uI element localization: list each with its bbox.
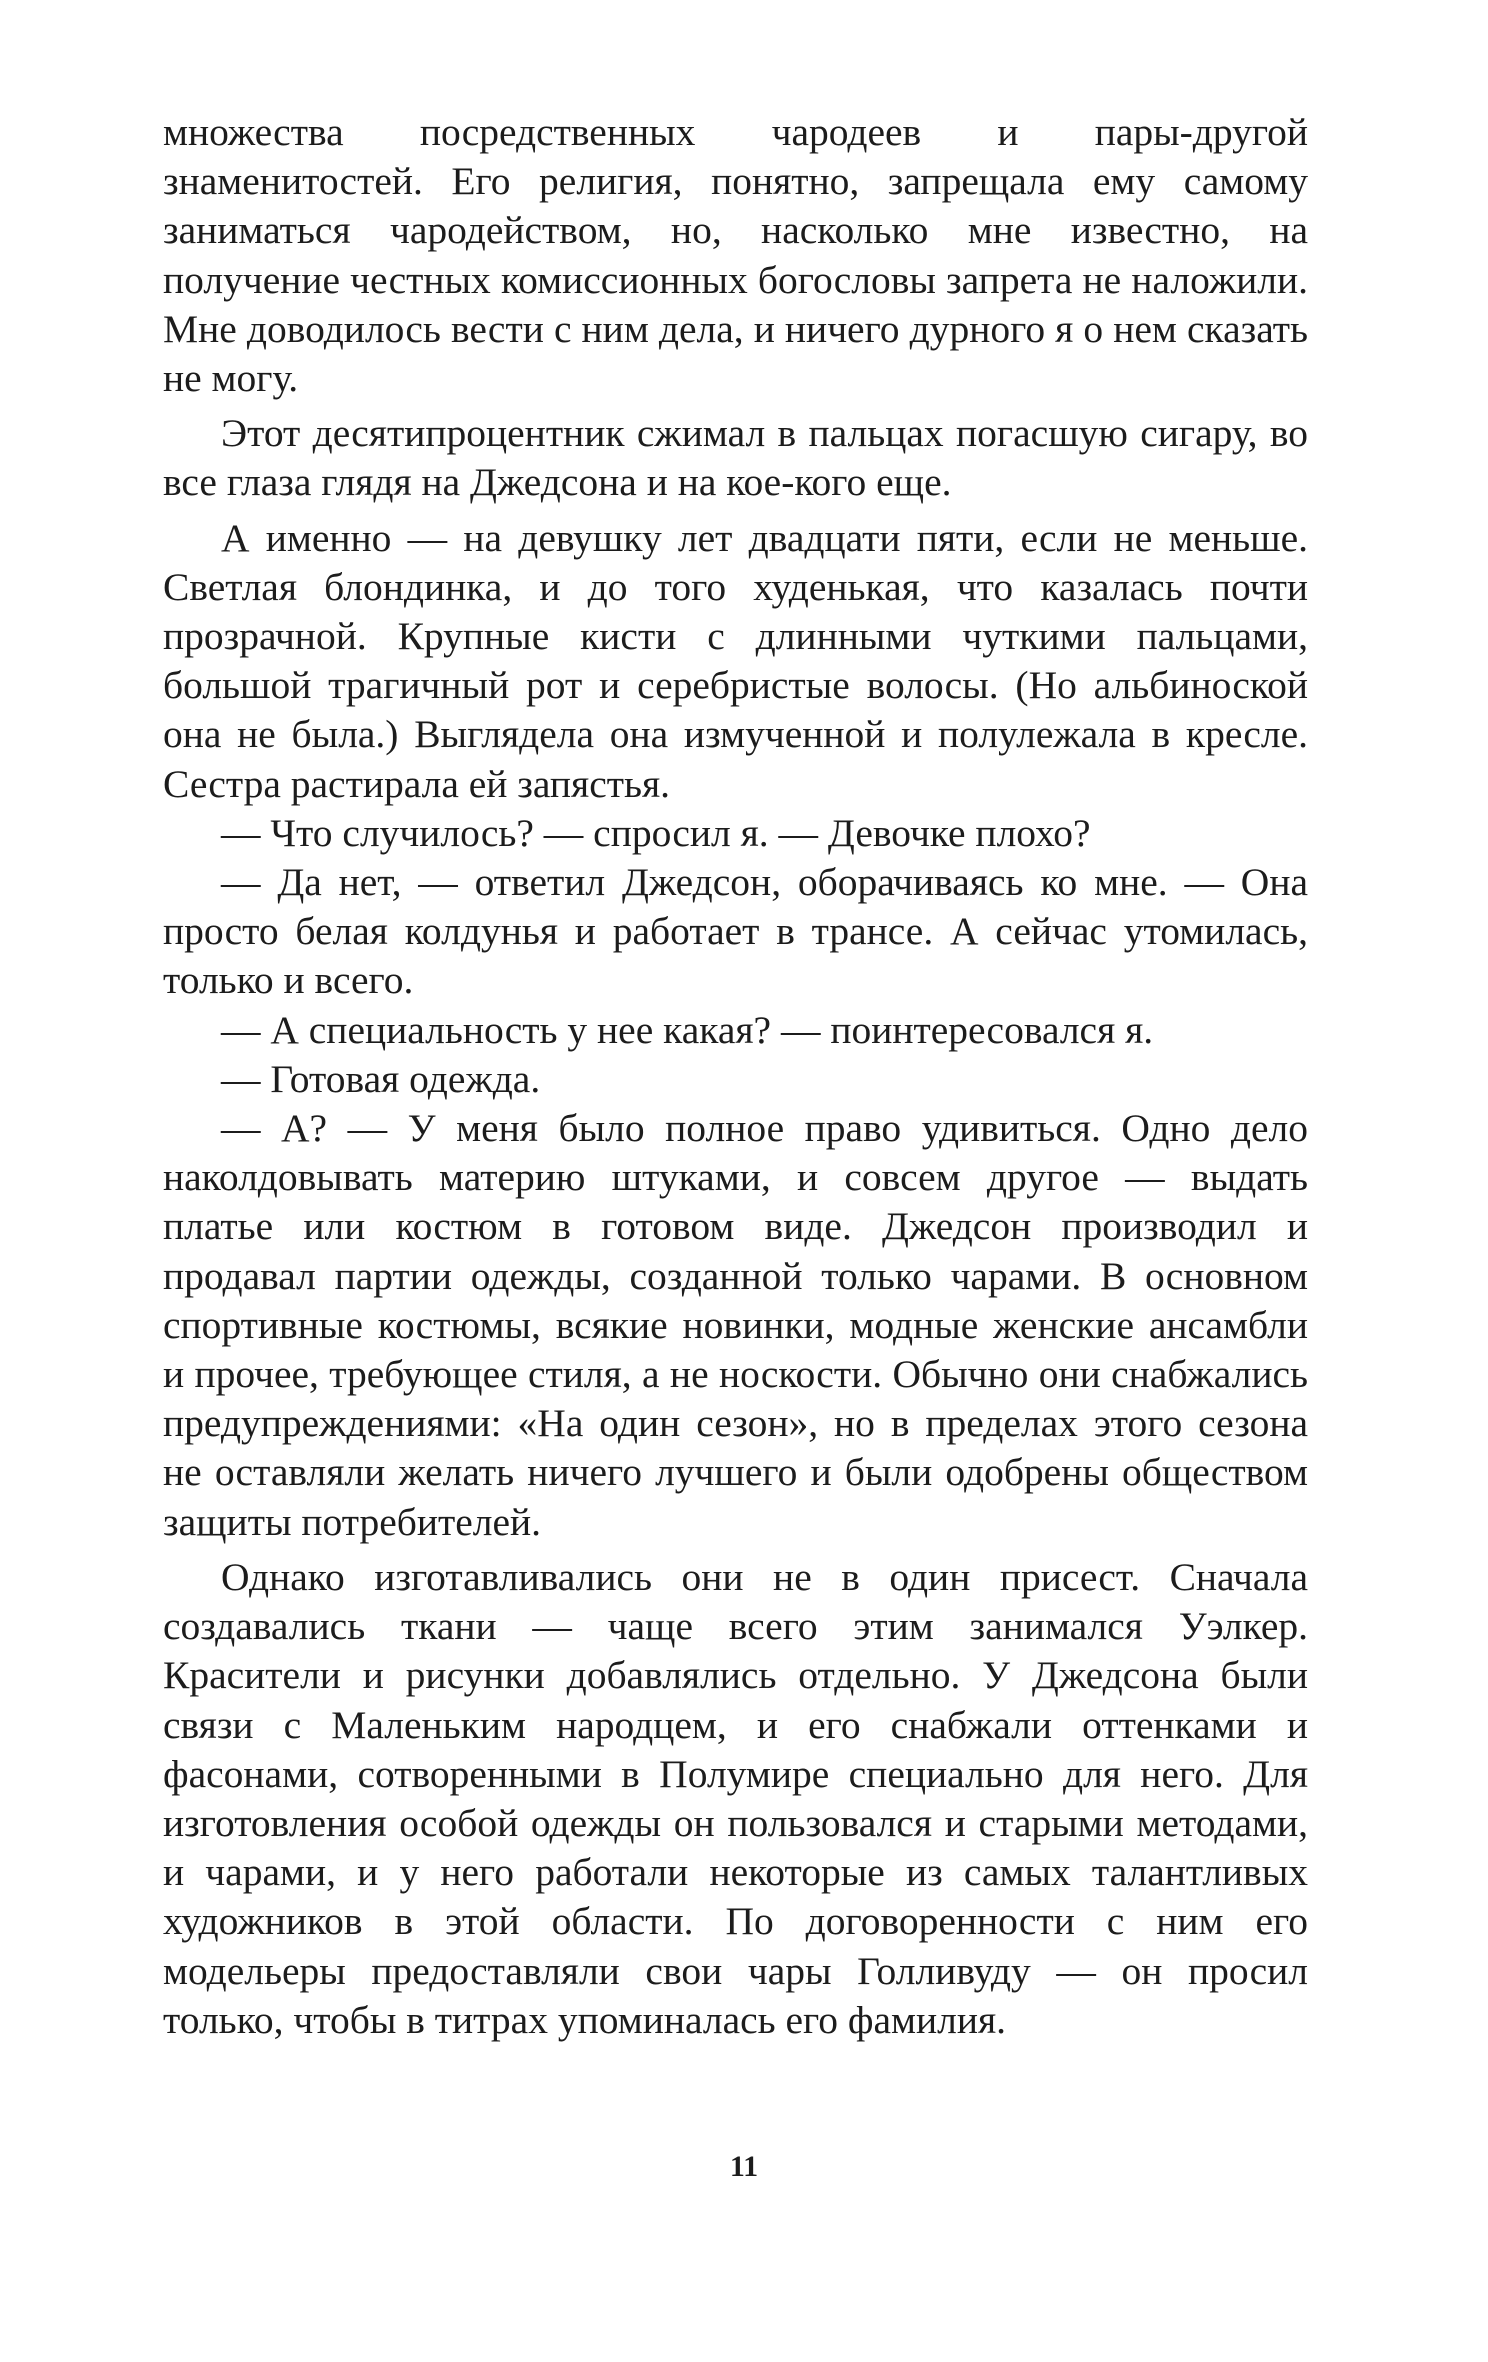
dialogue-line: — А? — У меня было полное право удивиться. Одно дело наколдовывать материю штуками, и совсем другое — выдать платье или костюм в готовом виде. Джедсон производил и продавал партии одежды, созданной только чарами. В основном спортивные костюмы, всякие новинки, модные женские ансамбли и прочее, требующее стиля, а не носкости. Обычно они снабжались предупреждениями: «На один сезон», но в пределах этого сезона не оставляли желать ничего лучшего и были одобрены обществом защиты потребителей. <box>163 1106 1308 1544</box>
paragraph-continuation: множества посредственных чародеев и пары-другой знаменитостей. Его религия, понятно, запрещала ему самому заниматься чародейством, но, насколько мне известно, на получение честных комиссионных богословы запрета не наложили. Мне доводилось вести с ним дела, и ничего дурного я о нем сказать не могу. <box>163 110 1308 401</box>
body-text <box>163 108 1308 2045</box>
paragraph: Этот десятипроцентник сжимал в пальцах погасшую сигару, во все глаза глядя на Джедсона и на кое-кого еще. <box>163 411 1308 505</box>
dialogue-line: — А специальность у нее какая? — поинтересовался я. <box>221 1007 1154 1052</box>
dialogue-line: — Что случилось? — спросил я. — Девочке плохо? <box>221 810 1091 855</box>
dialogue-line: — Готовая одежда. <box>221 1056 541 1101</box>
paragraph: Однако изготавливались они не в один присест. Сначала создавались ткани — чаще всего этим занимался Уэлкер. Красители и рисунки добавлялись отдельно. У Джедсона были связи с Маленьким народцем, и его снабжали оттенками и фасонами, сотворенными в Полумире специально для него. Для изготовления особой одежды он пользовался и старыми методами, и чарами, и у него работали некоторые из самых талантливых художников в этой области. По договоренности с ним его модельеры предоставляли свои чары Голливуду — он просил только, чтобы в титрах упоминалась его фамилия. <box>163 1554 1308 2042</box>
paragraph: А именно — на девушку лет двадцати пяти, если не меньше. Светлая блондинка, и до того худенькая, что казалась почти прозрачной. Крупные кисти с длинными чуткими пальцами, большой трагичный рот и серебристые волосы. (Но альбиноской она не была.) Выглядела она измученной и полулежала в кресле. Сестра растирала ей запястья. <box>163 515 1308 806</box>
dialogue-line: — Да нет, — ответил Джедсон, оборачиваясь ко мне. — Она просто белая колдунья и работает в трансе. А сейчас утомилась, только и всего. <box>163 860 1308 1003</box>
page-number: 11 <box>729 2150 759 2183</box>
